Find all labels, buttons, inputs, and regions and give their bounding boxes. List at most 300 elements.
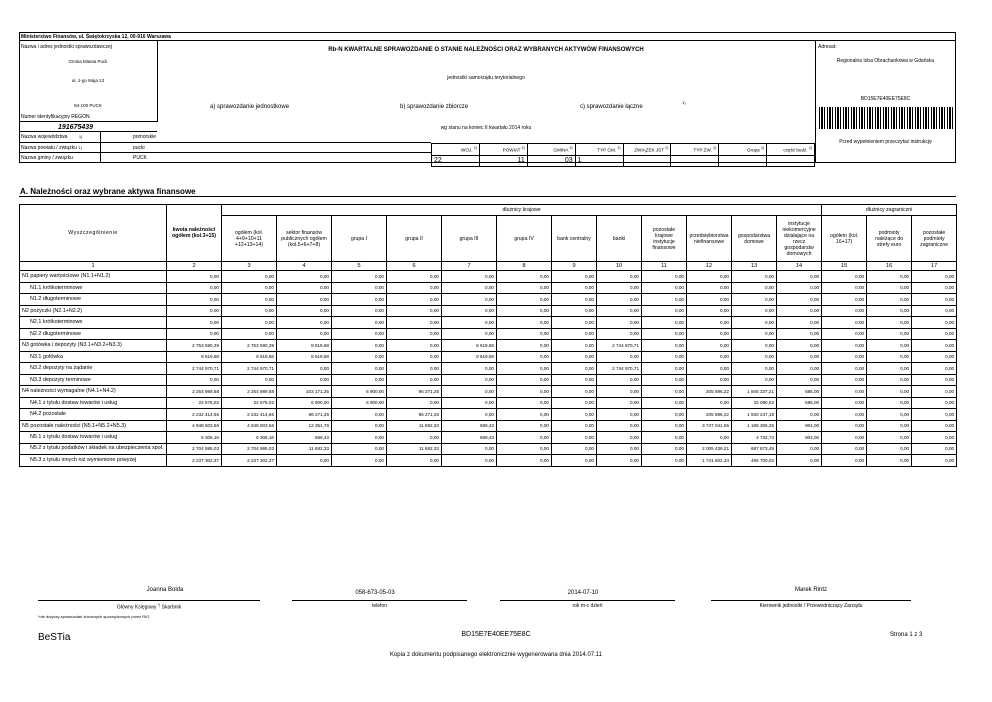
code-label-typ-gm: TYP GM. $^{2)}$	[575, 144, 623, 156]
table-cell: 0,00	[497, 271, 552, 283]
table-cell: 0,00	[497, 340, 552, 352]
table-cell: 8 619,68	[277, 351, 332, 363]
table-cell: 0,00	[442, 305, 497, 317]
table-cell: 0,00	[497, 282, 552, 294]
table-cell: 0,00	[387, 305, 442, 317]
table-cell: 3 747 041,55	[687, 420, 732, 432]
row-label: N1 papiery wartościowe (N1.1+N1.2)	[20, 271, 167, 283]
woj-label: Nazwa województwa 1)	[21, 134, 83, 140]
table-cell: 0,00	[387, 294, 442, 306]
table-cell: 1 930 247,19	[732, 409, 777, 421]
table-cell: 0,00	[277, 363, 332, 375]
table-cell: 15 090,02	[732, 397, 777, 409]
code-label-powiat: POWIAT $^{2)}$	[479, 144, 527, 156]
table-cell: 8 619,68	[167, 351, 222, 363]
table-cell: 0,00	[732, 294, 777, 306]
table-cell: 0,00	[912, 282, 957, 294]
header-col-15: ogółem (kol. 16+17)	[822, 216, 867, 262]
table-cell: 0,00	[687, 340, 732, 352]
table-cell: 0,00	[912, 271, 957, 283]
table-cell: 0,00	[387, 374, 442, 386]
reporting-state: wg stanu na koniec II kwartału 2014 roku	[440, 125, 532, 131]
table-cell: 0,00	[777, 305, 822, 317]
date-label: rok m-c dzień	[572, 603, 603, 609]
table-cell: 0,00	[552, 409, 597, 421]
table-cell: 0,00	[912, 317, 957, 329]
table-cell: 0,00	[497, 294, 552, 306]
table-cell: 0,00	[552, 432, 597, 444]
table-cell: 205 896,22	[687, 409, 732, 421]
table-cell: 0,00	[332, 340, 387, 352]
table-cell: 0,00	[167, 271, 222, 283]
table-cell: 11 682,33	[387, 420, 442, 432]
table-cell: 0,00	[912, 386, 957, 398]
table-cell: 0,00	[867, 271, 912, 283]
table-cell: 0,00	[642, 386, 687, 398]
table-cell: 669,43	[442, 432, 497, 444]
table-cell: 0,00	[597, 374, 642, 386]
option-zbiorcze[interactable]: b) sprawozdanie zbiorcze	[400, 104, 469, 110]
header-col-13: gospodarstwa domowe	[732, 216, 777, 262]
table-cell: 0,00	[912, 443, 957, 455]
table-cell: 0,00	[732, 271, 777, 283]
column-number: 15	[822, 262, 867, 271]
table-cell: 0,00	[777, 409, 822, 421]
row-label: N3.3 depozyty terminowe	[20, 374, 167, 386]
instruction-note: Przed wypełnieniem przeczytać instrukcję	[839, 139, 932, 145]
table-cell: 0,00	[442, 363, 497, 375]
table-cell: 0,00	[687, 432, 732, 444]
table-cell: 0,00	[332, 317, 387, 329]
table-cell: 0,00	[867, 443, 912, 455]
table-cell: 8 619,68	[442, 340, 497, 352]
row-label: N4.2 pozostałe	[20, 409, 167, 421]
table-cell: 0,00	[597, 443, 642, 455]
table-cell: 0,00	[332, 432, 387, 444]
column-number: 16	[867, 262, 912, 271]
table-cell: 0,00	[822, 443, 867, 455]
row-label: N4.1 z tytułu dostaw towarów i usług	[20, 397, 167, 409]
table-cell: 0,00	[277, 328, 332, 340]
phone-value: 058-673-05-03	[355, 590, 395, 596]
table-cell: 2 237 302,37	[167, 455, 222, 467]
table-cell: 0,00	[912, 294, 957, 306]
table-cell: 0,00	[552, 443, 597, 455]
table-cell: 0,00	[597, 317, 642, 329]
table-cell: 4 732,73	[732, 432, 777, 444]
table-cell: 0,00	[442, 397, 497, 409]
table-cell: 6 900,00	[332, 386, 387, 398]
table-cell: 0,00	[332, 305, 387, 317]
column-number: 9	[552, 262, 597, 271]
table-cell: 0,00	[867, 409, 912, 421]
table-cell: 0,00	[167, 374, 222, 386]
code-value-typ-zw	[671, 155, 719, 167]
table-row	[20, 282, 957, 294]
table-cell: 0,00	[777, 374, 822, 386]
table-cell: 0,00	[642, 340, 687, 352]
unit-city: 84-100 PUCK	[74, 103, 102, 108]
table-cell: 0,00	[222, 317, 277, 329]
code-value-czesc	[767, 155, 815, 167]
code-value-powiat: 11	[479, 155, 527, 167]
unit-name: Gmina Miasta Puck	[68, 59, 108, 64]
table-row	[20, 420, 957, 432]
row-label: N1.1 krótkoterminowe	[20, 282, 167, 294]
header-wyszczegolnienie: Wyszczególnienie	[20, 205, 167, 262]
footer-code: BD15E7E40EE75E8C	[461, 631, 531, 638]
table-cell: 0,00	[732, 282, 777, 294]
adresat-label: Adresat:	[818, 44, 837, 50]
table-cell: 0,00	[687, 351, 732, 363]
table-cell: 0,00	[642, 397, 687, 409]
table-row	[20, 363, 957, 375]
table-cell: 1 741 602,34	[687, 455, 732, 467]
table-cell: 0,00	[597, 420, 642, 432]
table-cell: 2 744 970,71	[167, 363, 222, 375]
table-cell: 0,00	[497, 420, 552, 432]
table-cell: 0,00	[332, 455, 387, 467]
table-cell: 0,00	[597, 271, 642, 283]
row-label: N1.2 długoterminowe	[20, 294, 167, 306]
table-cell: 0,00	[332, 374, 387, 386]
table-cell: 0,00	[167, 317, 222, 329]
header-col-8: grupa IV	[497, 216, 552, 262]
table-cell: 0,00	[912, 363, 957, 375]
table-cell: 0,00	[387, 271, 442, 283]
signature-name-manager: Marek Rintz	[794, 587, 827, 593]
table-cell: 0,00	[822, 455, 867, 467]
table-cell: 0,00	[552, 282, 597, 294]
table-cell: 0,00	[642, 317, 687, 329]
table-cell: 0,00	[222, 374, 277, 386]
table-cell: 0,00	[497, 432, 552, 444]
table-cell: 0,00	[597, 328, 642, 340]
table-cell: 0,00	[867, 432, 912, 444]
table-cell: 0,00	[687, 374, 732, 386]
row-label: N3 gotówka i depozyty (N3.1+N3.2+N3.3)	[20, 340, 167, 352]
table-cell: 0,00	[277, 455, 332, 467]
code-label-czesc: część budż. $^{2)}$	[767, 144, 815, 156]
table-cell: 2 232 414,66	[167, 409, 222, 421]
table-cell: 0,00	[822, 432, 867, 444]
table-cell: 0,00	[822, 351, 867, 363]
table-cell: 0,00	[597, 397, 642, 409]
table-cell: 0,00	[222, 271, 277, 283]
phone-label: telefon	[371, 603, 387, 609]
table-cell: 0,00	[167, 328, 222, 340]
table-cell: 0,00	[732, 340, 777, 352]
table-row	[20, 443, 957, 455]
table-cell: 0,00	[552, 271, 597, 283]
territorial-codes	[431, 143, 815, 167]
table-cell: 0,00	[597, 305, 642, 317]
table-row	[20, 386, 957, 398]
date-value: 2014-07-10	[567, 590, 599, 596]
adresat-value: Regionalna Izba Obrachunkowa w Gdańsku	[836, 58, 935, 64]
table-cell: 0,00	[442, 282, 497, 294]
table-cell: 0,00	[912, 420, 957, 432]
table-cell: 2 237 302,37	[222, 455, 277, 467]
table-cell: 0,00	[687, 294, 732, 306]
table-cell: 0,00	[597, 282, 642, 294]
column-number: 4	[277, 262, 332, 271]
table-cell: 0,00	[867, 455, 912, 467]
header-col-4: sektor finansów publicznych ogółem (kol.5+6+7+8)	[277, 216, 332, 262]
table-cell: 1 945 337,21	[732, 386, 777, 398]
table-cell: 0,00	[497, 443, 552, 455]
table-cell: 0,00	[552, 363, 597, 375]
table-cell: 904,00	[777, 432, 822, 444]
column-number: 10	[597, 262, 642, 271]
table-cell: 0,00	[687, 328, 732, 340]
table-cell: 0,00	[387, 351, 442, 363]
unit-street: ul. 1-go Maja 13	[71, 78, 105, 83]
report-subtitle: jednostki samorządu terytorialnego	[447, 75, 525, 81]
table-cell: 0,00	[442, 455, 497, 467]
table-cell: 0,00	[387, 282, 442, 294]
table-cell: 0,00	[687, 397, 732, 409]
receivables-table	[19, 204, 957, 467]
table-cell: 0,00	[867, 386, 912, 398]
ministry-address: Ministerstwo Finansów, ul. Świętokrzyska 12, 00-916 Warszawa	[21, 34, 171, 40]
option-laczne[interactable]: c) sprawozdanie łączne	[580, 104, 643, 110]
table-cell: 2 744 970,71	[597, 340, 642, 352]
table-cell: 0,00	[642, 374, 687, 386]
table-cell: 0,00	[442, 328, 497, 340]
header-col-10: banki	[597, 216, 642, 262]
table-row	[20, 294, 957, 306]
table-cell: 0,00	[642, 294, 687, 306]
table-cell: 0,00	[497, 305, 552, 317]
table-cell: 0,00	[222, 294, 277, 306]
table-cell: 0,00	[552, 397, 597, 409]
option-footnote: 1)	[682, 100, 686, 105]
table-cell: 6 900,00	[277, 397, 332, 409]
table-cell: 11 682,33	[387, 443, 442, 455]
table-cell: 0,00	[387, 340, 442, 352]
table-cell: 0,00	[222, 282, 277, 294]
table-cell: 0,00	[777, 340, 822, 352]
table-cell: 0,00	[642, 455, 687, 467]
table-cell: 2 744 970,71	[222, 363, 277, 375]
table-cell: 0,00	[597, 351, 642, 363]
table-cell: 0,00	[867, 397, 912, 409]
table-cell: 8 619,68	[222, 351, 277, 363]
table-cell: 0,00	[642, 432, 687, 444]
table-cell: 0,00	[822, 363, 867, 375]
header-col-7: grupa III	[442, 216, 497, 262]
table-row	[20, 351, 957, 363]
table-cell: 0,00	[552, 374, 597, 386]
table-cell: 0,00	[442, 271, 497, 283]
report-title: Rb-N KWARTALNE SPRAWOZDANIE O STANIE NALEŻNOŚCI ORAZ WYBRANYCH AKTYWÓW FINANSOWYCH	[328, 47, 644, 53]
table-cell: 0,00	[777, 455, 822, 467]
signature-role-accountant: Główny Księgowy *) Skarbnik	[116, 603, 182, 611]
table-cell: 8 619,68	[277, 340, 332, 352]
table-cell: 0,00	[552, 386, 597, 398]
table-cell: 6 306,16	[222, 432, 277, 444]
table-row	[20, 374, 957, 386]
table-row	[20, 409, 957, 421]
row-label: N3.2 depozyty na żądanie	[20, 363, 167, 375]
table-cell: 0,00	[277, 294, 332, 306]
table-cell: 0,00	[497, 409, 552, 421]
table-cell: 0,00	[167, 282, 222, 294]
table-cell: 0,00	[497, 397, 552, 409]
column-number: 8	[497, 262, 552, 271]
regon-label: Numer identyfikacyjny REGON	[21, 114, 90, 120]
table-cell: 0,00	[642, 305, 687, 317]
table-cell: 0,00	[777, 294, 822, 306]
option-jednostkowe[interactable]: a) sprawozdanie jednostkowe	[210, 104, 290, 110]
code-value-grupa	[719, 155, 767, 167]
unit-label: Nazwa i adres jednostki sprawozdawczej	[21, 44, 112, 50]
table-cell: 0,00	[552, 328, 597, 340]
table-cell: 4 948 603,56	[222, 420, 277, 432]
code-value-typ-gm: 1	[575, 155, 623, 167]
table-cell: 1 188 306,25	[732, 420, 777, 432]
table-cell: 0,00	[912, 351, 957, 363]
column-number: 14	[777, 262, 822, 271]
table-cell: 0,00	[822, 282, 867, 294]
table-cell: 0,00	[732, 374, 777, 386]
row-label: N2.1 krótkoterminowe	[20, 317, 167, 329]
table-cell: 0,00	[732, 305, 777, 317]
table-cell: 0,00	[912, 455, 957, 467]
column-number: 3	[222, 262, 277, 271]
page-number: Strona 1 z 3	[890, 632, 923, 638]
table-cell: 0,00	[777, 328, 822, 340]
header-col-5: grupa I	[332, 216, 387, 262]
table-row	[20, 305, 957, 317]
table-cell: 2 232 414,66	[222, 409, 277, 421]
table-cell: 96 271,25	[387, 386, 442, 398]
row-label: N2.2 długoterminowe	[20, 328, 167, 340]
table-cell: 12 351,76	[277, 420, 332, 432]
table-cell: 0,00	[642, 328, 687, 340]
table-cell: 0,00	[642, 363, 687, 375]
table-cell: 0,00	[387, 317, 442, 329]
table-cell: 0,00	[332, 420, 387, 432]
table-cell: 0,00	[442, 409, 497, 421]
pow-value: pucki	[133, 145, 145, 151]
row-label: N2 pożyczki (N2.1+N2.2)	[20, 305, 167, 317]
woj-value: pomorskie	[133, 134, 157, 140]
table-cell: 0,00	[732, 328, 777, 340]
table-cell: 0,00	[277, 271, 332, 283]
table-cell: 687 873,49	[732, 443, 777, 455]
table-cell: 0,00	[642, 271, 687, 283]
table-cell: 0,00	[387, 432, 442, 444]
section-title: A. Należności oraz wybrane aktywa finansowe	[20, 187, 196, 196]
table-cell: 205 896,22	[687, 386, 732, 398]
table-row	[20, 328, 957, 340]
table-cell: 2 753 590,39	[222, 340, 277, 352]
table-cell: 0,00	[552, 420, 597, 432]
table-cell: 6 306,16	[167, 432, 222, 444]
signature-role-manager: Kierownik jednostki / Przewodniczący Zarządu	[759, 603, 863, 609]
row-label: N5.2 z tytułu podatków i składek na ubezpieczenia społ.	[20, 443, 167, 455]
table-cell: 0,00	[222, 328, 277, 340]
row-label: N5.3 z tytułu innych niż wymienione powyżej	[20, 455, 167, 467]
code-value-gmina: 03	[527, 155, 575, 167]
table-cell: 0,00	[167, 294, 222, 306]
table-cell: 0,00	[912, 374, 957, 386]
table-cell: 0,00	[732, 317, 777, 329]
table-cell: 0,00	[552, 340, 597, 352]
table-cell: 0,00	[822, 271, 867, 283]
code-label-zwiazek: ZWIĄZEK JST $^{2)}$	[623, 144, 671, 156]
table-cell: 0,00	[687, 363, 732, 375]
barcode-image	[819, 107, 953, 129]
table-cell: 0,00	[912, 397, 957, 409]
table-cell: 0,00	[332, 328, 387, 340]
brand-logo-text: BeSTia	[38, 632, 71, 643]
code-value-zwiazek	[623, 155, 671, 167]
table-cell: 0,00	[732, 363, 777, 375]
column-number: 5	[332, 262, 387, 271]
table-cell: 0,00	[552, 455, 597, 467]
table-cell: 585,00	[777, 386, 822, 398]
table-cell: 0,00	[387, 328, 442, 340]
table-cell: 2 005 439,21	[687, 443, 732, 455]
header-col-12: przedsiębiorstwa niefinansowe	[687, 216, 732, 262]
table-cell: 0,00	[912, 305, 957, 317]
table-cell: 0,00	[332, 363, 387, 375]
table-cell: 96 271,25	[387, 409, 442, 421]
table-cell: 2 704 995,03	[167, 443, 222, 455]
table-cell: 0,00	[552, 351, 597, 363]
table-cell: 0,00	[332, 282, 387, 294]
table-row	[20, 340, 957, 352]
table-cell: 0,00	[912, 409, 957, 421]
column-number: 13	[732, 262, 777, 271]
table-cell: 2 744 970,71	[597, 363, 642, 375]
header-col-6: grupa II	[387, 216, 442, 262]
table-cell: 0,00	[597, 386, 642, 398]
table-cell: 0,00	[442, 374, 497, 386]
table-cell: 22 575,02	[222, 397, 277, 409]
row-label: N3.1 gotówka	[20, 351, 167, 363]
pow-label: Nazwa powiatu / związku 1)	[21, 145, 82, 151]
column-number: 11	[642, 262, 687, 271]
row-label: N5.1 z tytułu dostaw towarów i usług	[20, 432, 167, 444]
table-cell: 0,00	[822, 409, 867, 421]
table-cell: 0,00	[867, 294, 912, 306]
table-cell: 22 575,02	[167, 397, 222, 409]
table-cell: 0,00	[822, 317, 867, 329]
table-cell: 0,00	[912, 328, 957, 340]
table-cell: 0,00	[687, 271, 732, 283]
table-cell: 0,00	[552, 305, 597, 317]
code-label-typ-zw: TYP ZW. $^{2)}$	[671, 144, 719, 156]
table-cell: 0,00	[867, 363, 912, 375]
table-cell: 585,00	[777, 397, 822, 409]
table-cell: 6 900,00	[332, 397, 387, 409]
table-cell: 0,00	[277, 305, 332, 317]
table-cell: 0,00	[687, 282, 732, 294]
table-row	[20, 455, 957, 467]
table-cell: 495 700,03	[732, 455, 777, 467]
table-cell: 0,00	[867, 351, 912, 363]
code-label-grupa: Grupa $^{2)}$	[719, 144, 767, 156]
header-col-3: ogółem (kol. 4+9+10+11 +12+13+14)	[222, 216, 277, 262]
copy-notice: Kopia z dokumentu podpisanego elektronicznie wygenerowana dnia 2014.07.11	[389, 652, 603, 658]
table-cell: 0,00	[332, 294, 387, 306]
column-number: 12	[687, 262, 732, 271]
table-cell: 0,00	[332, 271, 387, 283]
